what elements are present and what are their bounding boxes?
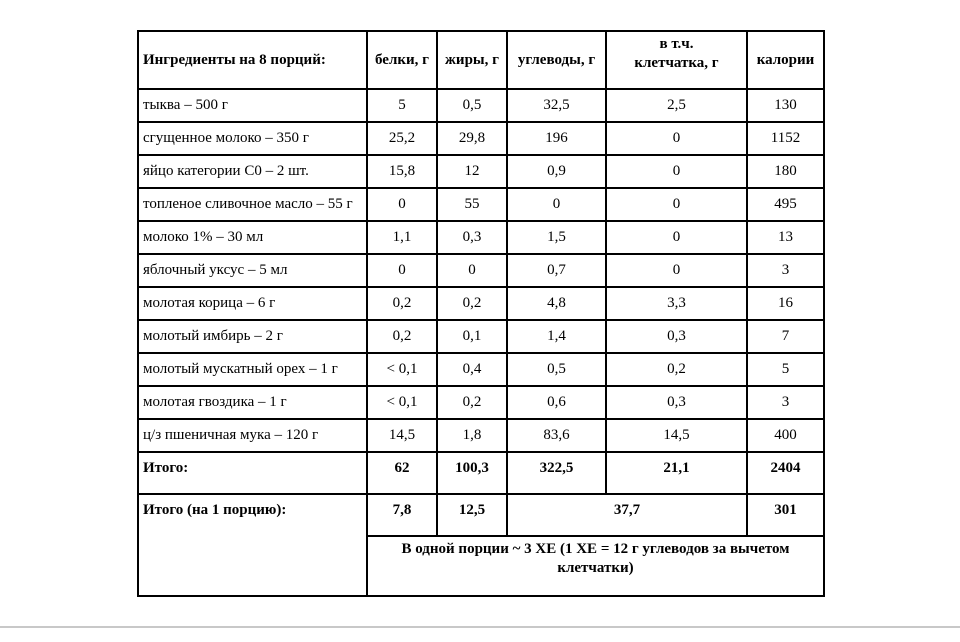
cell-fat: 1,8 (437, 419, 507, 452)
per-portion-row (138, 494, 824, 536)
header-fiber-line2: клетчатка, г (634, 55, 719, 71)
ingredient-name: топленое сливочное масло – 55 г (138, 188, 367, 221)
bread-units-note: В одной порции ~ 3 ХЕ (1 ХЕ = 12 г углеводов за вычетом клетчатки) (367, 536, 824, 596)
ingredient-row (138, 419, 824, 452)
cell-carbs: 0,7 (507, 254, 606, 287)
cell-kcal: 5 (747, 353, 824, 386)
ingredient-name: сгущенное молоко – 350 г (138, 122, 367, 155)
cell-fiber: 0 (606, 155, 747, 188)
cell-protein: 25,2 (367, 122, 437, 155)
cell-protein: 0,2 (367, 320, 437, 353)
cell-protein: < 0,1 (367, 353, 437, 386)
cell-kcal: 495 (747, 188, 824, 221)
ingredient-row (138, 386, 824, 419)
cell-carbs: 0,6 (507, 386, 606, 419)
cell-kcal: 180 (747, 155, 824, 188)
note-row (138, 536, 824, 596)
cell-kcal: 7 (747, 320, 824, 353)
cell-carbs: 0,9 (507, 155, 606, 188)
nutrition-table (137, 30, 825, 597)
cell-protein: 5 (367, 89, 437, 122)
cell-fiber: 0 (606, 122, 747, 155)
cell-fiber: 2,5 (606, 89, 747, 122)
cell-fat: 0 (437, 254, 507, 287)
cell-fiber: 0 (606, 254, 747, 287)
per-portion-label: Итого (на 1 порцию): (138, 494, 367, 536)
total-label: Итого: (138, 452, 367, 494)
ingredient-name: молотый мускатный орех – 1 г (138, 353, 367, 386)
ingredient-row (138, 89, 824, 122)
cell-carbs: 196 (507, 122, 606, 155)
total-kcal: 2404 (747, 452, 824, 494)
header-calories: калории (747, 31, 824, 89)
ingredient-name: молотый имбирь – 2 г (138, 320, 367, 353)
per-portion-protein: 7,8 (367, 494, 437, 536)
cell-carbs: 4,8 (507, 287, 606, 320)
cell-carbs: 1,5 (507, 221, 606, 254)
ingredient-row (138, 254, 824, 287)
ingredient-row (138, 320, 824, 353)
cell-kcal: 13 (747, 221, 824, 254)
header-fiber (606, 31, 747, 89)
total-row (138, 452, 824, 494)
ingredient-name: молотая корица – 6 г (138, 287, 367, 320)
ingredient-row (138, 188, 824, 221)
cell-fiber: 0 (606, 188, 747, 221)
cell-fat: 0,1 (437, 320, 507, 353)
cell-protein: 1,1 (367, 221, 437, 254)
cell-fat: 0,2 (437, 287, 507, 320)
total-protein: 62 (367, 452, 437, 494)
header-fiber-line1: в т.ч. (659, 36, 694, 52)
cell-kcal: 16 (747, 287, 824, 320)
ingredient-name: молотая гвоздика – 1 г (138, 386, 367, 419)
cell-fiber: 0,3 (606, 386, 747, 419)
empty-cell (138, 536, 367, 596)
cell-fiber: 3,3 (606, 287, 747, 320)
total-fat: 100,3 (437, 452, 507, 494)
ingredient-name: яблочный уксус – 5 мл (138, 254, 367, 287)
ingredient-row (138, 221, 824, 254)
header-row (138, 31, 824, 89)
cell-fat: 0,4 (437, 353, 507, 386)
cell-kcal: 3 (747, 386, 824, 419)
cell-kcal: 3 (747, 254, 824, 287)
cell-fiber: 0,3 (606, 320, 747, 353)
cell-fiber: 0,2 (606, 353, 747, 386)
cell-carbs: 1,4 (507, 320, 606, 353)
cell-protein: 0,2 (367, 287, 437, 320)
per-portion-kcal: 301 (747, 494, 824, 536)
ingredient-name: молоко 1% – 30 мл (138, 221, 367, 254)
cell-fat: 0,3 (437, 221, 507, 254)
header-ingredients: Ингредиенты на 8 порций: (138, 31, 367, 89)
cell-carbs: 0,5 (507, 353, 606, 386)
header-protein: белки, г (367, 31, 437, 89)
per-portion-net-carbs: 37,7 (507, 494, 747, 536)
cell-fiber: 14,5 (606, 419, 747, 452)
header-fat: жиры, г (437, 31, 507, 89)
cell-carbs: 83,6 (507, 419, 606, 452)
total-carbs: 322,5 (507, 452, 606, 494)
cell-protein: 15,8 (367, 155, 437, 188)
total-fiber: 21,1 (606, 452, 747, 494)
per-portion-fat: 12,5 (437, 494, 507, 536)
cell-carbs: 0 (507, 188, 606, 221)
cell-kcal: 400 (747, 419, 824, 452)
cell-protein: 14,5 (367, 419, 437, 452)
cell-kcal: 1152 (747, 122, 824, 155)
cell-protein: 0 (367, 254, 437, 287)
ingredient-row (138, 287, 824, 320)
cell-fat: 0,2 (437, 386, 507, 419)
header-carbs: углеводы, г (507, 31, 606, 89)
cell-fat: 0,5 (437, 89, 507, 122)
cell-fat: 12 (437, 155, 507, 188)
cell-carbs: 32,5 (507, 89, 606, 122)
cell-fat: 55 (437, 188, 507, 221)
cell-fat: 29,8 (437, 122, 507, 155)
cell-protein: < 0,1 (367, 386, 437, 419)
ingredient-row (138, 353, 824, 386)
cell-fiber: 0 (606, 221, 747, 254)
ingredient-name: ц/з пшеничная мука – 120 г (138, 419, 367, 452)
ingredient-row (138, 122, 824, 155)
cell-kcal: 130 (747, 89, 824, 122)
ingredient-name: яйцо категории С0 – 2 шт. (138, 155, 367, 188)
ingredient-row (138, 155, 824, 188)
ingredient-name: тыква – 500 г (138, 89, 367, 122)
cell-protein: 0 (367, 188, 437, 221)
